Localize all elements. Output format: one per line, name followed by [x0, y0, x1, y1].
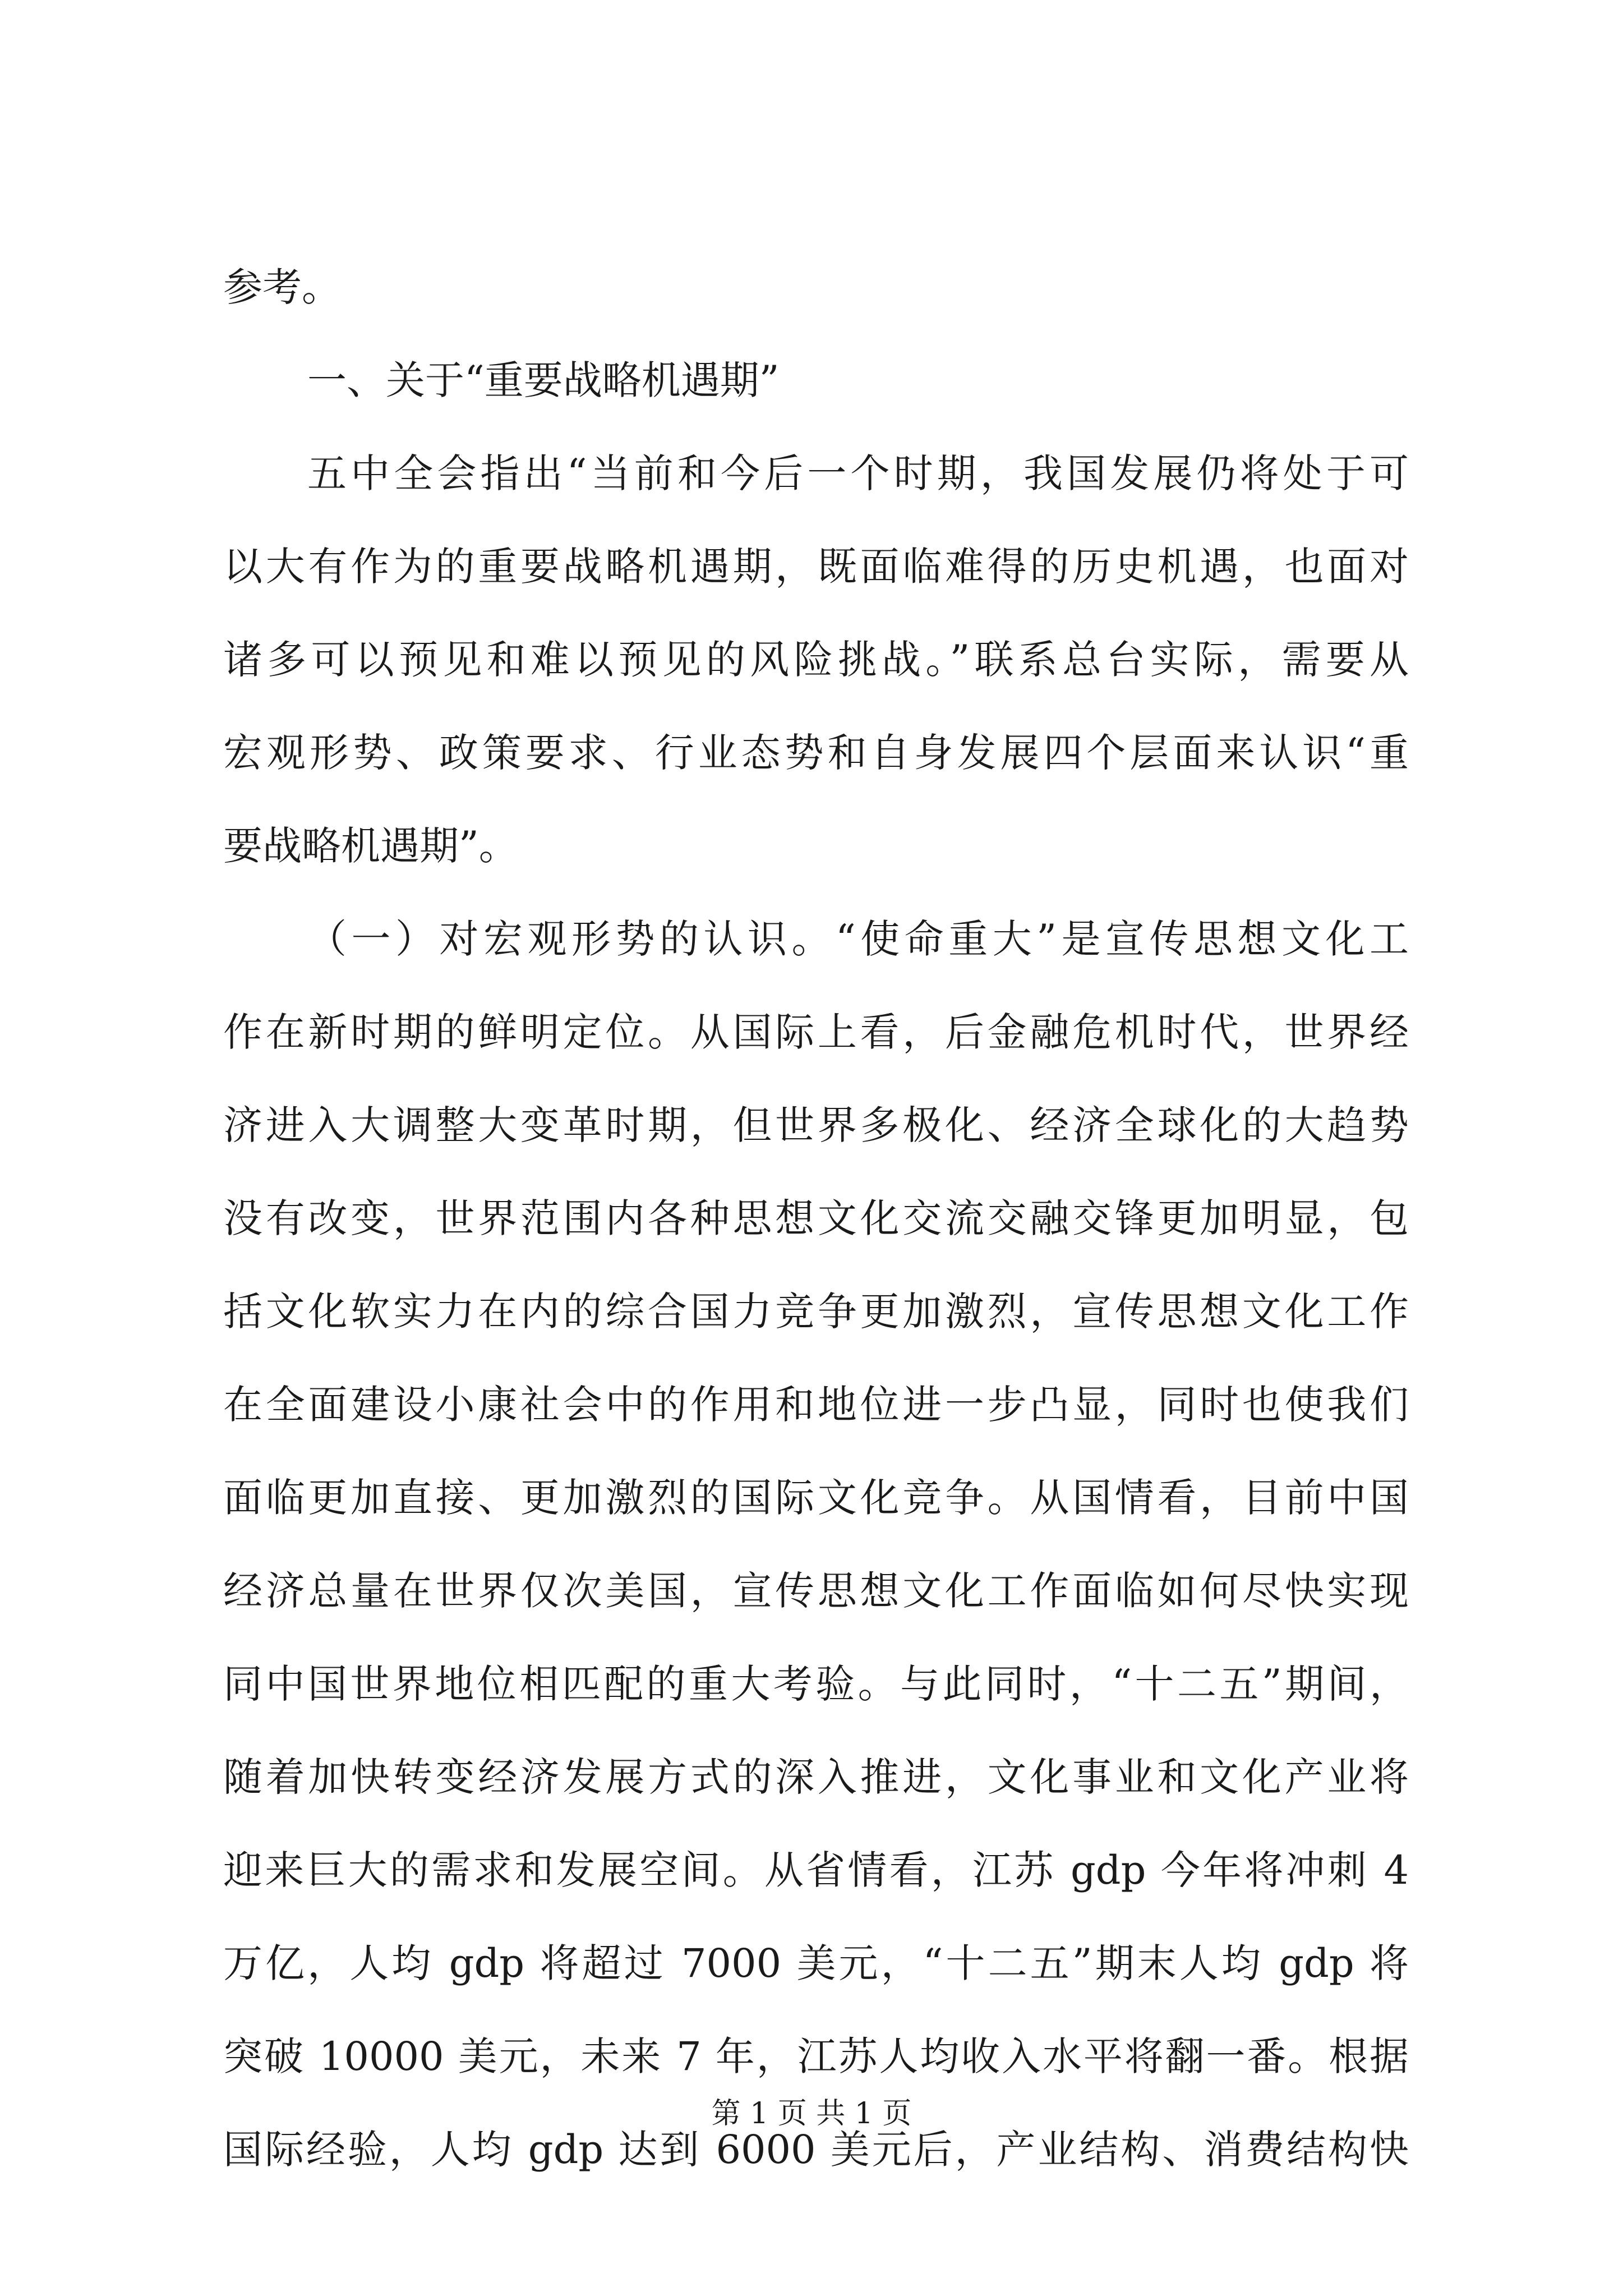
- text-line: 济进入大调整大变革时期，但世界多极化、经济全球化的大趋势: [223, 1102, 1409, 1148]
- subsection-line: （一）对宏观形势的认识。“使命重大”是宣传思想文化工: [307, 916, 1409, 962]
- text-line: 以大有作为的重要战略机遇期，既面临难得的历史机遇，也面对: [223, 544, 1409, 590]
- text-line: 括文化软实力在内的综合国力竞争更加激烈，宣传思想文化工作: [223, 1289, 1409, 1335]
- text-line: 迎来巨大的需求和发展空间。从省情看，江苏 gdp 今年将冲刺 4: [223, 1847, 1409, 1893]
- text-line: 参考。: [223, 264, 341, 310]
- text-line: 没有改变，世界范围内各种思想文化交流交融交锋更加明显，包: [223, 1195, 1409, 1241]
- text-line: 作在新时期的鲜明定位。从国际上看，后金融危机时代，世界经: [223, 1009, 1409, 1055]
- text-line: 国际经验，人均 gdp 达到 6000 美元后，产业结构、消费结构快: [223, 2127, 1409, 2173]
- text-line: 面临更加直接、更加激烈的国际文化竞争。从国情看，目前中国: [223, 1475, 1409, 1521]
- text-line: 同中国世界地位相匹配的重大考验。与此同时，“十二五”期间，: [223, 1661, 1409, 1707]
- text-line: 诸多可以预见和难以预见的风险挑战。”联系总台实际，需要从: [223, 637, 1409, 683]
- text-line: 在全面建设小康社会中的作用和地位进一步凸显，同时也使我们: [223, 1382, 1409, 1428]
- text-line: 五中全会指出“当前和今后一个时期，我国发展仍将处于可: [307, 450, 1409, 496]
- text-line: 宏观形势、政策要求、行业态势和自身发展四个层面来认识“重: [223, 730, 1409, 776]
- text-line: 突破 10000 美元，未来 7 年，江苏人均收入水平将翻一番。根据: [223, 2033, 1409, 2079]
- text-line: 经济总量在世界仅次美国，宣传思想文化工作面临如何尽快实现: [223, 1568, 1409, 1614]
- section-heading: 一、关于“重要战略机遇期”: [307, 357, 780, 403]
- document-body: [223, 264, 1409, 2219]
- page-number-label: 第 1 页 共 1 页: [711, 2097, 912, 2131]
- text-line: 要战略机遇期”。: [223, 823, 518, 869]
- text-line: 随着加快转变经济发展方式的深入推进，文化事业和文化产业将: [223, 1754, 1409, 1800]
- text-line: 万亿，人均 gdp 将超过 7000 美元，“十二五”期末人均 gdp 将: [223, 1940, 1409, 1986]
- page-footer: [0, 2096, 1623, 2132]
